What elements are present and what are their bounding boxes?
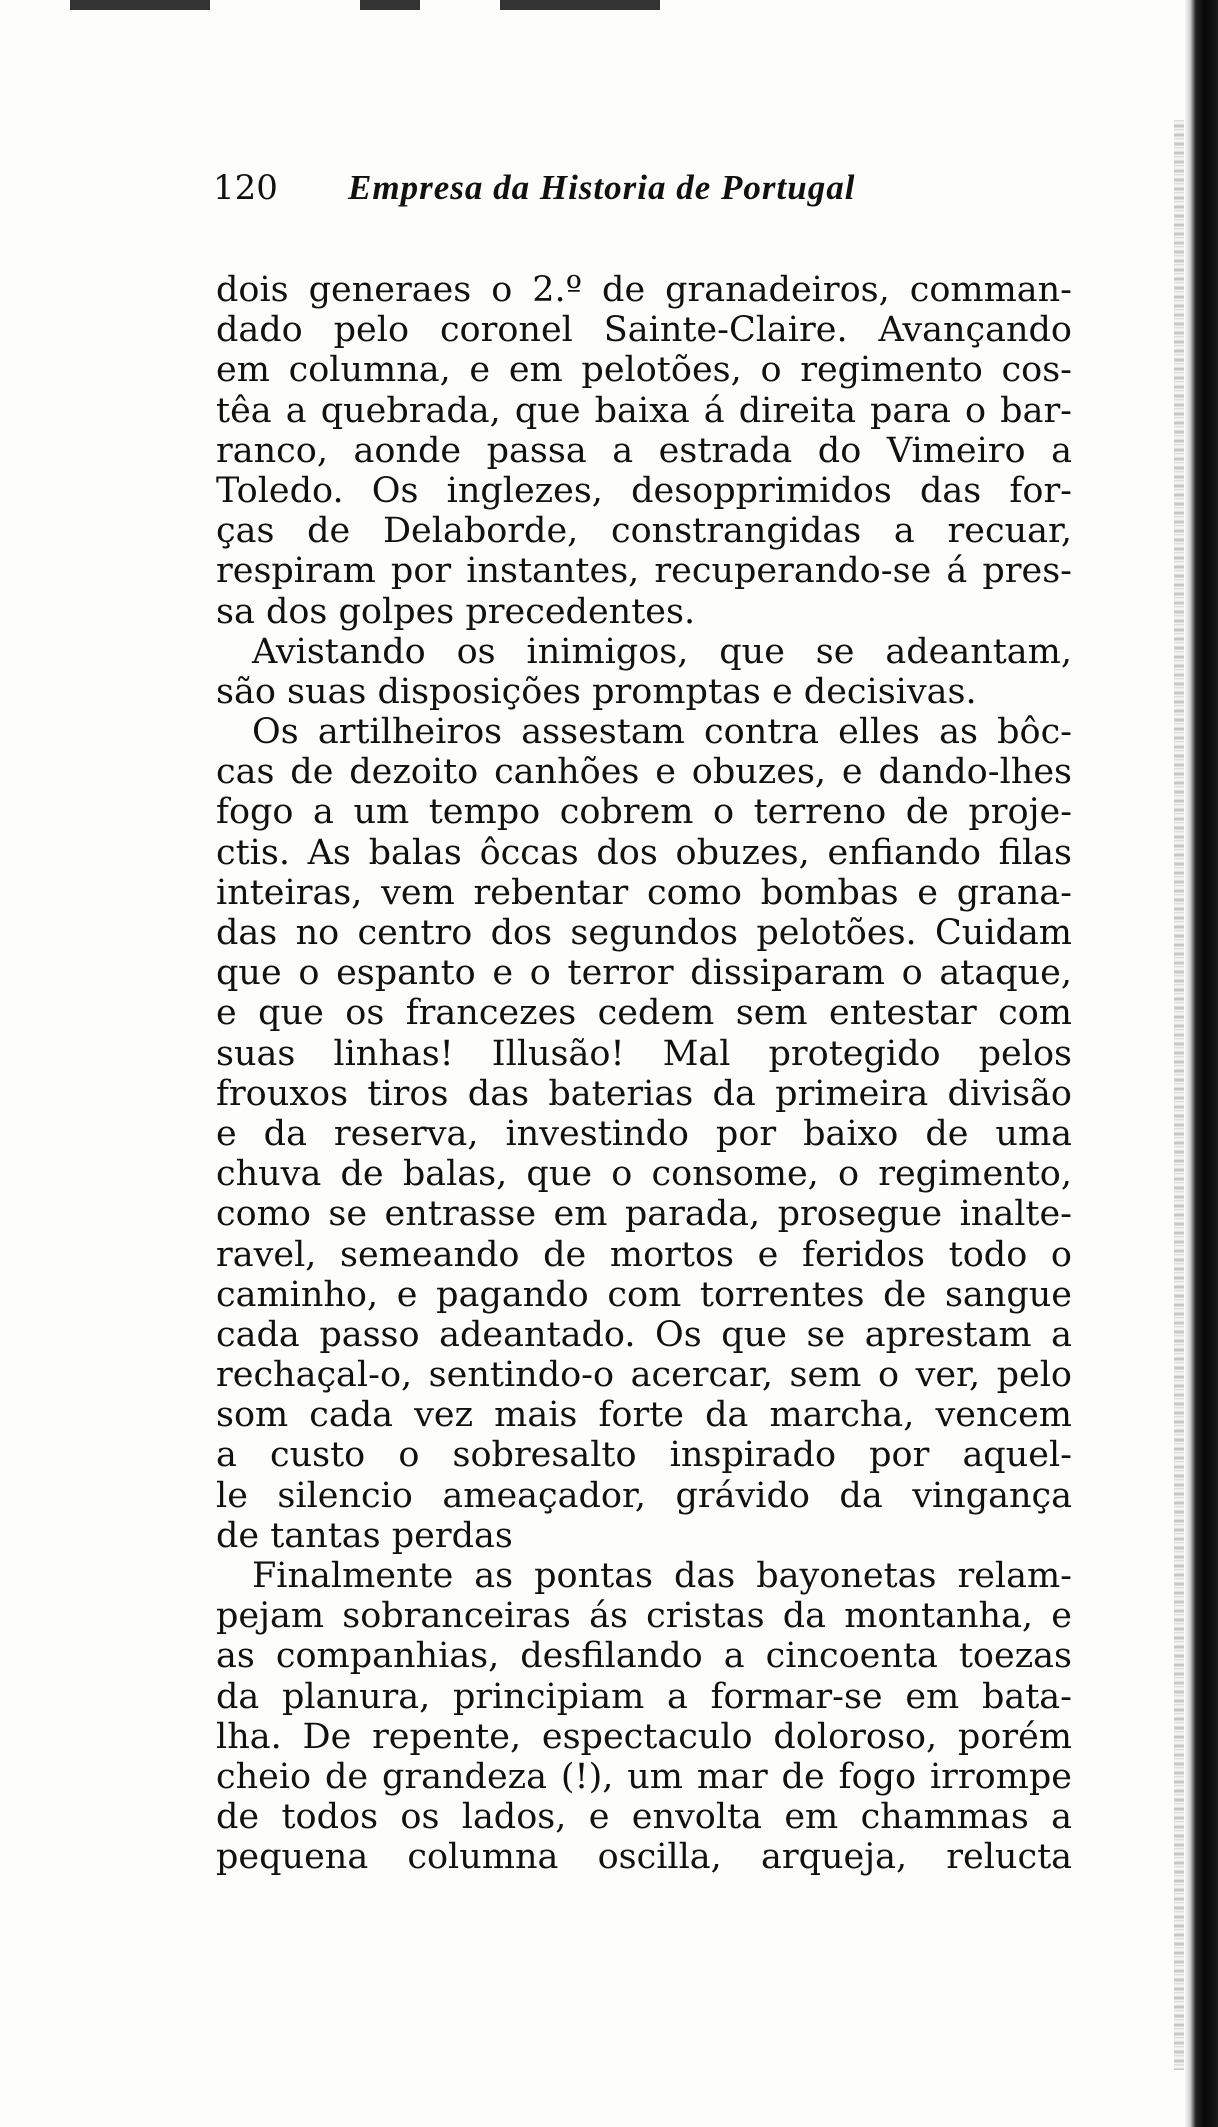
text-line: chuva de balas, que o consome, o regimento,	[216, 1154, 1072, 1195]
text-line: e que os francezes cedem sem entestar com	[216, 993, 1072, 1034]
text-line: e da reserva, investindo por baixo de uma	[216, 1113, 1072, 1154]
running-header	[213, 168, 1093, 218]
text-line: inteiras, vem rebentar como bombas e grana-	[216, 872, 1072, 913]
text-line: dado pelo coronel Sainte-Claire. Avançando	[216, 310, 1072, 351]
text-line: são suas disposições promptas e decisivas.	[216, 671, 977, 712]
text-line: cada passo adeantado. Os que se aprestam a	[216, 1314, 1072, 1355]
text-line: ctis. As balas ôccas dos obuzes, enfiando filas	[216, 832, 1072, 873]
text-line: a custo o sobresalto inspirado por aquel-	[216, 1435, 1072, 1476]
text-line: da planura, principiam a formar-se em bata-	[216, 1676, 1072, 1717]
page-number: 120	[213, 168, 278, 208]
scan-artifact	[500, 0, 660, 10]
text-line: ravel, semeando de mortos e feridos todo o	[216, 1234, 1072, 1275]
text-line: ças de Delaborde, constrangidas a recuar,	[216, 511, 1072, 552]
text-line: Avistando os inimigos, que se adeantam,	[252, 631, 1072, 672]
text-line: frouxos tiros das baterias da primeira divisão	[216, 1073, 1072, 1114]
running-title: Empresa da Historia de Portugal	[348, 168, 856, 207]
text-line: Os artilheiros assestam contra elles as bôc-	[252, 712, 1072, 753]
text-line: em columna, e em pelotões, o regimento cos-	[216, 350, 1072, 391]
page-edge-shadow	[1174, 120, 1184, 2070]
text-line: cheio de grandeza (!), um mar de fogo irrompe	[216, 1756, 1072, 1797]
book-spine	[1184, 0, 1218, 2127]
text-line: fogo a um tempo cobrem o terreno de proje-	[216, 792, 1072, 833]
text-line: pejam sobranceiras ás cristas da montanha, e	[216, 1596, 1072, 1637]
text-line: as companhias, desfilando a cincoenta toezas	[216, 1636, 1072, 1677]
text-line: pequena columna oscilla, arqueja, relucta	[216, 1837, 1072, 1878]
text-line: sa dos golpes precedentes.	[216, 591, 696, 632]
text-line: Toledo. Os inglezes, desopprimidos das for-	[216, 470, 1072, 511]
text-line: respiram por instantes, recuperando-se á pres-	[216, 551, 1072, 592]
text-line: ranco, aonde passa a estrada do Vimeiro a	[216, 430, 1072, 471]
text-line: de tantas perdas	[216, 1515, 513, 1556]
scan-artifact	[360, 0, 420, 10]
text-line: rechaçal-o, sentindo-o acercar, sem o ver, pelo	[216, 1355, 1072, 1396]
text-line: lha. De repente, espectaculo doloroso, porém	[216, 1716, 1072, 1757]
text-line: cas de dezoito canhões e obuzes, e dando-lhes	[216, 752, 1072, 793]
text-line: suas linhas! Illusão! Mal protegido pelos	[216, 1033, 1072, 1074]
text-line: caminho, e pagando com torrentes de sangue	[216, 1274, 1072, 1315]
text-line: das no centro dos segundos pelotões. Cuidam	[216, 913, 1072, 953]
body-text	[216, 270, 1072, 1878]
text-line: como se entrasse em parada, prosegue inalte-	[216, 1194, 1072, 1235]
text-line: que o espanto e o terror dissiparam o ataque,	[216, 953, 1072, 994]
text-line: dois generaes o 2.º de granadeiros, comman-	[216, 270, 1072, 310]
scan-artifact	[70, 0, 210, 10]
text-line: le silencio ameaçador, grávido da vingança	[216, 1475, 1072, 1516]
text-line: som cada vez mais forte da marcha, vencem	[216, 1395, 1072, 1436]
text-line: Finalmente as pontas das bayonetas relam-	[252, 1556, 1072, 1596]
text-line: de todos os lados, e envolta em chammas a	[216, 1797, 1072, 1838]
text-line: têa a quebrada, que baixa á direita para o bar-	[216, 390, 1072, 431]
